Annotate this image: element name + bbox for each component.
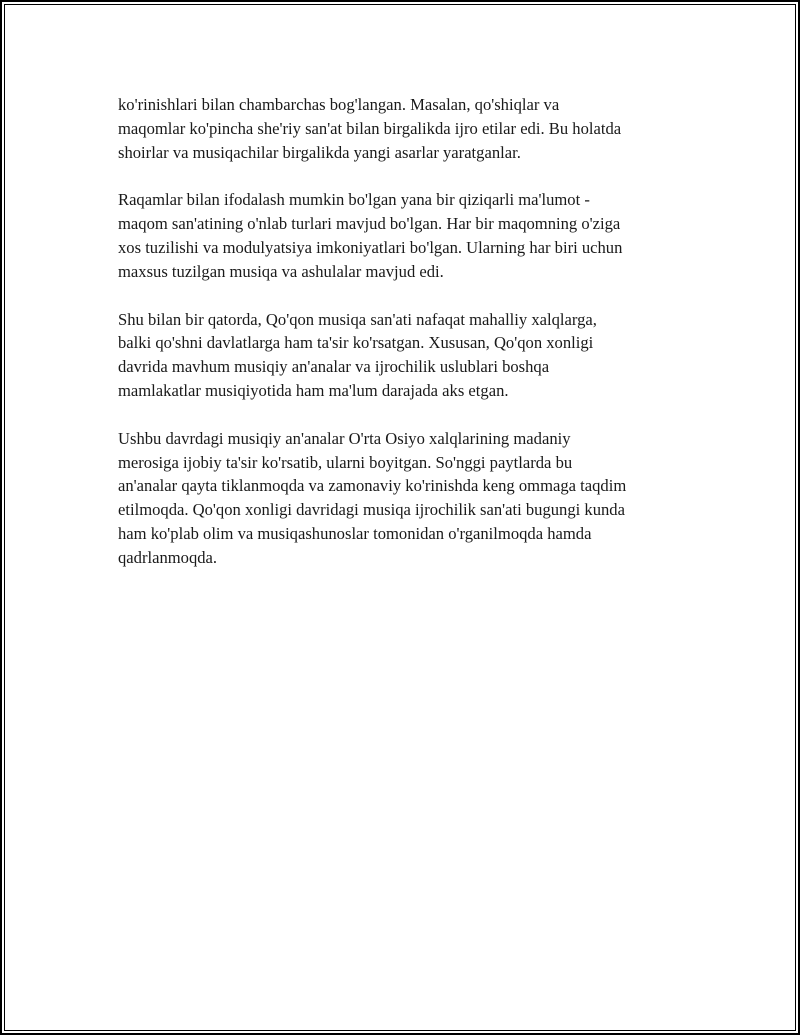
text-line: shoirlar va musiqachilar birgalikda yangi asarlar yaratganlar. [118,142,521,162]
text-line: etilmoqda. Qo'qon xonligi davridagi musiqa ijrochilik san'ati bugungi kunda [118,500,625,520]
text-line: maqomlar ko'pincha she'riy san'at bilan birgalikda ijro etilar edi. Bu holatda [118,118,622,138]
text-line: merosiga ijobiy ta'sir ko'rsatib, ularni boyitgan. So'nggi paytlarda bu [118,452,573,472]
text-line: maxsus tuzilgan musiqa va ashulalar mavjud edi. [118,261,444,281]
document-body [118,93,690,594]
text-line: qadrlanmoqda. [118,547,218,567]
text-line: xos tuzilishi va modulyatsiya imkoniyatlari bo'lgan. Ularning har biri uchun [118,237,623,257]
text-line: an'analar qayta tiklanmoqda va zamonaviy ko'rinishda keng ommaga taqdim [118,476,627,496]
paragraph-2 [118,188,690,283]
text-line: Raqamlar bilan ifodalash mumkin bo'lgan yana bir qiziqarli ma'lumot - [118,190,590,210]
text-line: Shu bilan bir qatorda, Qo'qon musiqa san'ati nafaqat mahalliy xalqlarga, [118,309,597,329]
text-line: davrida mavhum musiqiy an'analar va ijrochilik uslublari boshqa [118,357,550,377]
text-line: ko'rinishlari bilan chambarchas bog'langan. Masalan, qo'shiqlar va [118,95,560,114]
paragraph-1 [118,93,690,164]
text-line: ham ko'plab olim va musiqashunoslar tomonidan o'rganilmoqda hamda [118,523,592,543]
text-line: Ushbu davrdagi musiqiy an'analar O'rta Osiyo xalqlarining madaniy [118,428,571,448]
paragraph-4 [118,427,690,570]
text-line: balki qo'shni davlatlarga ham ta'sir ko'rsatgan. Xususan, Qo'qon xonligi [118,333,594,353]
paragraph-3 [118,308,690,403]
text-line: maqom san'atining o'nlab turlari mavjud bo'lgan. Har bir maqomning o'ziga [118,214,621,234]
text-line: mamlakatlar musiqiyotida ham ma'lum darajada aks etgan. [118,380,509,400]
